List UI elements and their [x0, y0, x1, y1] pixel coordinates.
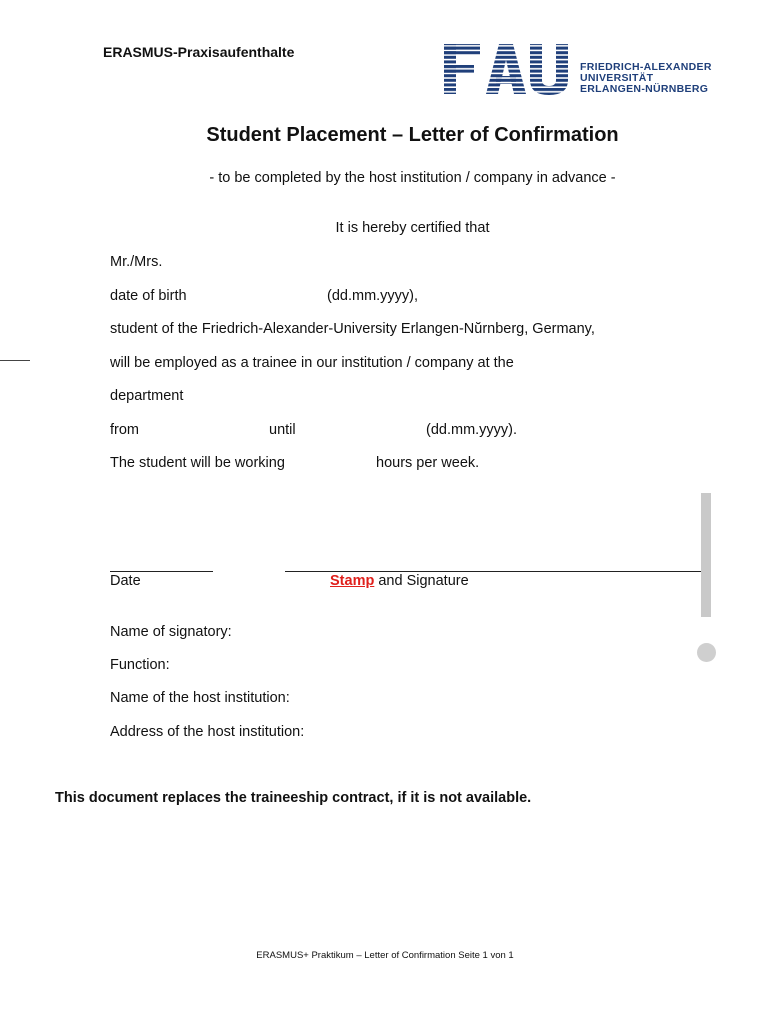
- signatory-function-label: Function:: [110, 657, 170, 673]
- date-label: Date: [110, 573, 141, 589]
- document-subtitle: - to be completed by the host institution / company in advance -: [209, 170, 616, 186]
- fau-logo-mark-icon: [442, 42, 572, 98]
- hours-row: [110, 455, 710, 475]
- document-title: Student Placement – Letter of Confirmation: [206, 124, 619, 146]
- date-signature-line: [110, 571, 213, 572]
- stamp-signature-line: [285, 571, 702, 572]
- until-label: until: [269, 422, 296, 438]
- hours-label: hours per week.: [376, 455, 480, 471]
- period-format: (dd.mm.yyyy).: [426, 422, 518, 438]
- stamp-signature-label: [330, 573, 469, 589]
- stamp-label: Stamp: [330, 573, 375, 589]
- fau-logo-text: [580, 62, 712, 95]
- page-footer: ERASMUS+ Praktikum – Letter of Confirmation Seite 1 von 1: [256, 950, 514, 961]
- replacement-note: This document replaces the traineeship contract, if it is not available.: [55, 790, 532, 806]
- department-label: department: [110, 388, 184, 404]
- period-row: [110, 422, 710, 442]
- logo-line-1: FRIEDRICH-ALEXANDER: [580, 61, 712, 73]
- program-label: ERASMUS-Praxisaufenthalte: [103, 44, 295, 60]
- working-label: The student will be working: [110, 455, 285, 471]
- student-of-line: student of the Friedrich-Alexander-University Erlangen-Nŭrnberg, Germany,: [110, 321, 595, 337]
- employed-line: will be employed as a trainee in our institution / company at the: [110, 355, 514, 371]
- host-address-label: Address of the host institution:: [110, 724, 305, 740]
- host-name-label: Name of the host institution:: [110, 690, 290, 706]
- and-signature-label: and Signature: [374, 573, 469, 589]
- logo-line-3: ERLANGEN-NÜRNBERG: [580, 83, 709, 95]
- scrollbar-thumb[interactable]: [701, 493, 711, 617]
- scroll-handle-dot[interactable]: [697, 643, 716, 662]
- dob-label: date of birth: [110, 288, 187, 304]
- dob-row: [110, 288, 710, 308]
- fau-logo: [442, 42, 718, 98]
- name-field-label: Mr./Mrs.: [110, 254, 163, 270]
- logo-line-2: UNIVERSITÄT: [580, 72, 654, 84]
- certified-line: It is hereby certified that: [335, 220, 490, 236]
- from-label: from: [110, 422, 139, 438]
- signatory-name-label: Name of signatory:: [110, 624, 232, 640]
- dob-format: (dd.mm.yyyy),: [327, 288, 419, 304]
- margin-mark: [0, 360, 30, 361]
